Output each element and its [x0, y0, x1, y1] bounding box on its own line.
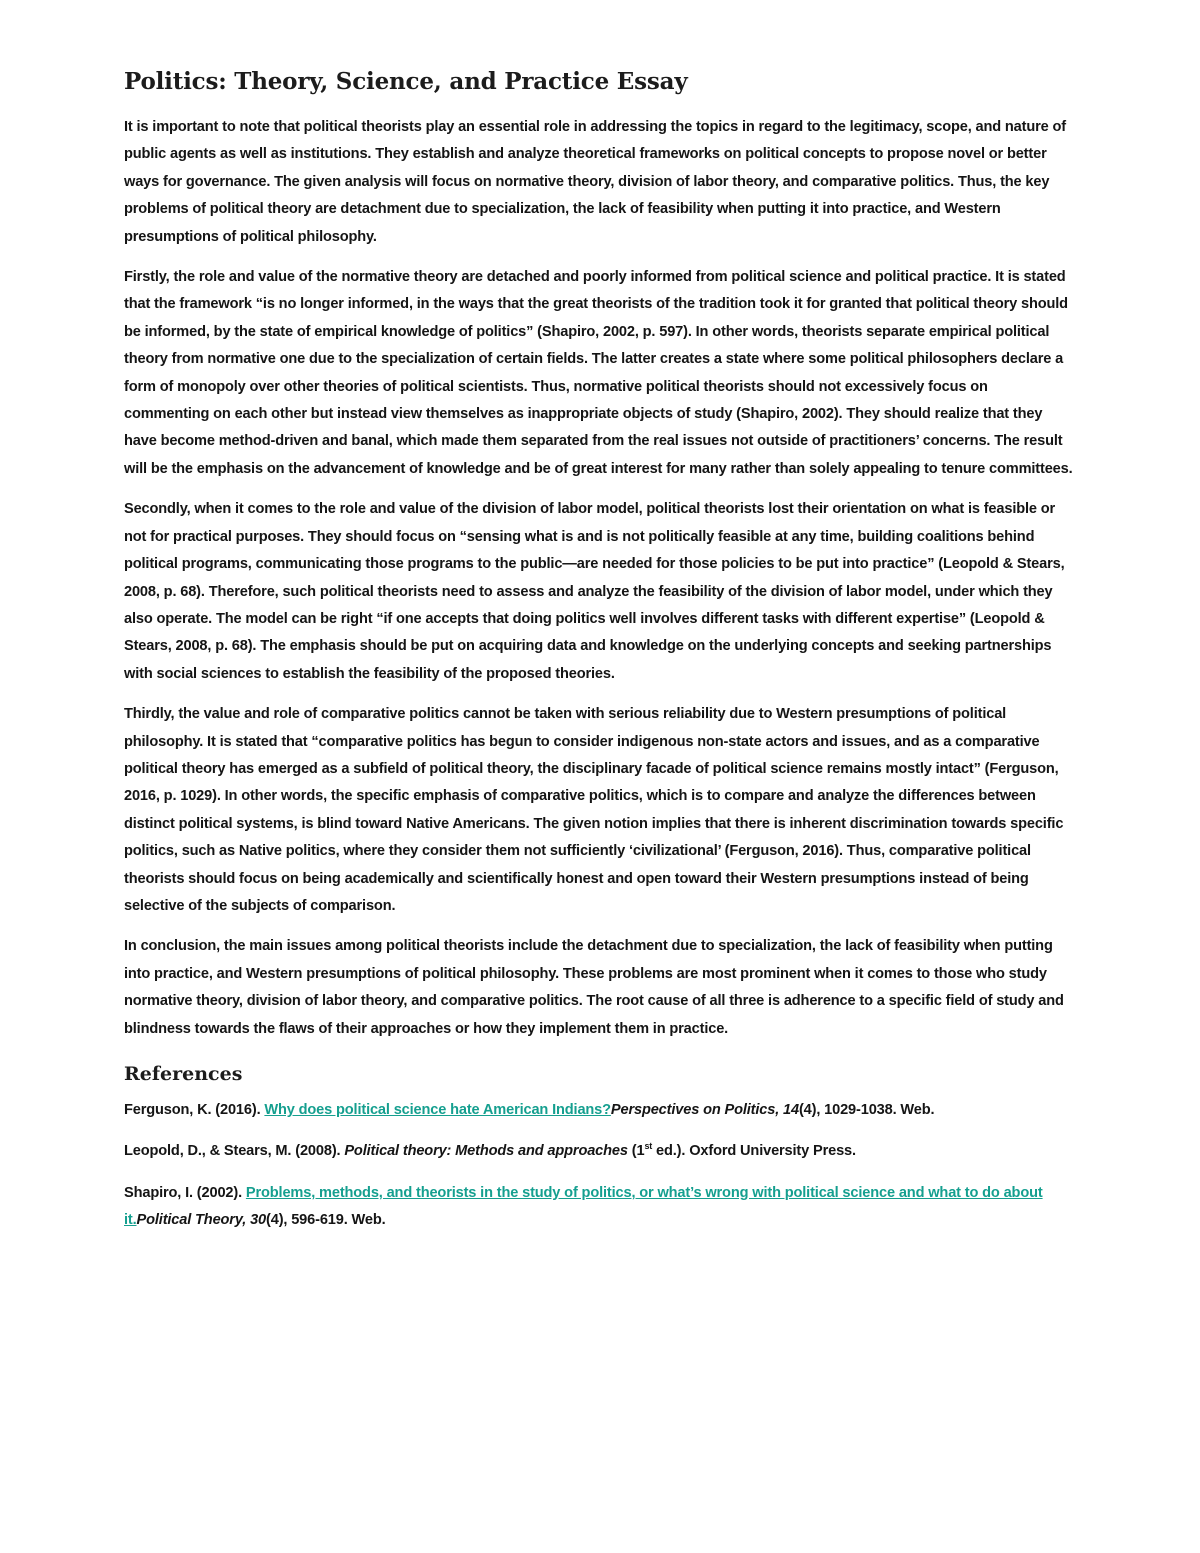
reference-leopold [124, 1138, 1076, 1165]
paragraph-intro: It is important to note that political theorists play an essential role in addressing the topics in regard to the legitimacy, scope, and nature of public agents as well as institutions. They establish and analyze theoretical frameworks on political concepts to propose novel or better ways for governance. The given analysis will focus on normative theory, division of labor theory, and comparative politics. Thus, the key problems of political theory are detachment due to specialization, the lack of feasibility when putting it into practice, and Western presumptions of political philosophy. [124, 119, 1067, 245]
paragraph-comparative-politics: Thirdly, the value and role of comparative politics cannot be taken with serious reliability due to Western presumptions of political philosophy. It is stated that “comparative politics has begun to consider indigenous non-state actors and issues, and as a comparative political theory has emerged as a subfield of political theory, the disciplinary facade of political science remains mostly intact” (Ferguson, 2016, p. 1029). In other words, the specific emphasis of comparative politics, which is to compare and analyze the differences between distinct political systems, is blind toward Native Americans. The given notion implies that there is inherent discrimination towards specific politics, such as Native politics, where they consider them not sufficiently ‘civilizational’ (Ferguson, 2016). Thus, comparative political theorists should focus on being academically and scientifically honest and open toward their Western presumptions instead of being selective of the subjects of comparison. [124, 706, 1064, 914]
reference-details: (4), 596-619. Web. [266, 1212, 386, 1229]
references-heading: References [124, 1063, 243, 1085]
reference-publisher: ed.). Oxford University Press. [652, 1143, 856, 1160]
reference-journal: Perspectives on Politics, 14 [610, 1102, 799, 1118]
reference-details: (4), 1029-1038. Web. [798, 1102, 935, 1118]
reference-edition: (1 [627, 1143, 645, 1160]
reference-author: Leopold, D., & Stears, M. (2008). [124, 1143, 345, 1160]
paragraph-conclusion: In conclusion, the main issues among political theorists include the detachment due to specialization, the lack of feasibility when putting into practice, and Western presumptions of political philosophy. These problems are most prominent when it comes to those who study normative theory, division of labor theory, and comparative politics. The root cause of all three is adherence to a specific field of study and blindness towards the flaws of their approaches or how they implement them in practice. [124, 938, 1064, 1037]
reference-edition-superscript: st [644, 1141, 653, 1152]
reference-journal: Political Theory, 30 [136, 1212, 267, 1229]
paragraph-normative-theory: Firstly, the role and value of the normative theory are detached and poorly informed from political science and political practice. It is stated that the framework “is no longer informed, in the ways that the great theorists of the tradition took it for granted that political theory should be informed, by the state of empirical knowledge of politics” (Shapiro, 2002, p. 597). In other words, theorists separate empirical political theory from normative one due to the specialization of certain fields. The latter creates a state where some political philosophers declare a form of monopoly over other theories of political scientists. Thus, normative political theorists should not excessively focus on commenting on each other but instead view themselves as inappropriate objects of study (Shapiro, 2002). They should realize that they have become method-driven and banal, which made them separated from the real issues not outside of practitioners’ concerns. The result will be the emphasis on the advancement of knowledge and be of great interest for many rather than solely appealing to tenure committees. [124, 269, 1073, 477]
reference-author: Shapiro, I. (2002). [124, 1184, 246, 1201]
reference-author: Ferguson, K. (2016). [124, 1102, 265, 1118]
reference-shapiro [124, 1180, 1076, 1235]
reference-link-ferguson[interactable]: Why does political science hate American Indians? [264, 1102, 611, 1118]
paragraph-division-of-labor: Secondly, when it comes to the role and value of the division of labor model, political theorists lost their orientation on what is feasible or not for practical purposes. They should focus on “sensing what is and is not politically feasible at any time, building coalitions behind political programs, communicating those programs to the public—are needed for those policies to be put into practice” (Leopold & Stears, 2008, p. 68). Therefore, such political theorists need to assess and analyze the feasibility of the division of labor model, under which they also operate. The model can be right “if one accepts that doing politics well involves different tasks with different expertise” (Leopold & Stears, 2008, p. 68). The emphasis should be put on acquiring data and knowledge on the underlying concepts and seeking partnerships with social sciences to establish the feasibility of the proposed theories. [124, 501, 1065, 682]
reference-link-shapiro[interactable]: Problems, methods, and theorists in the study of politics, or what’s wrong with political science and what to do about it. [124, 1184, 1043, 1229]
reference-book-title: Political theory: Methods and approaches [344, 1143, 628, 1160]
page-title: Politics: Theory, Science, and Practice Essay [124, 68, 688, 95]
reference-ferguson [124, 1097, 1076, 1124]
